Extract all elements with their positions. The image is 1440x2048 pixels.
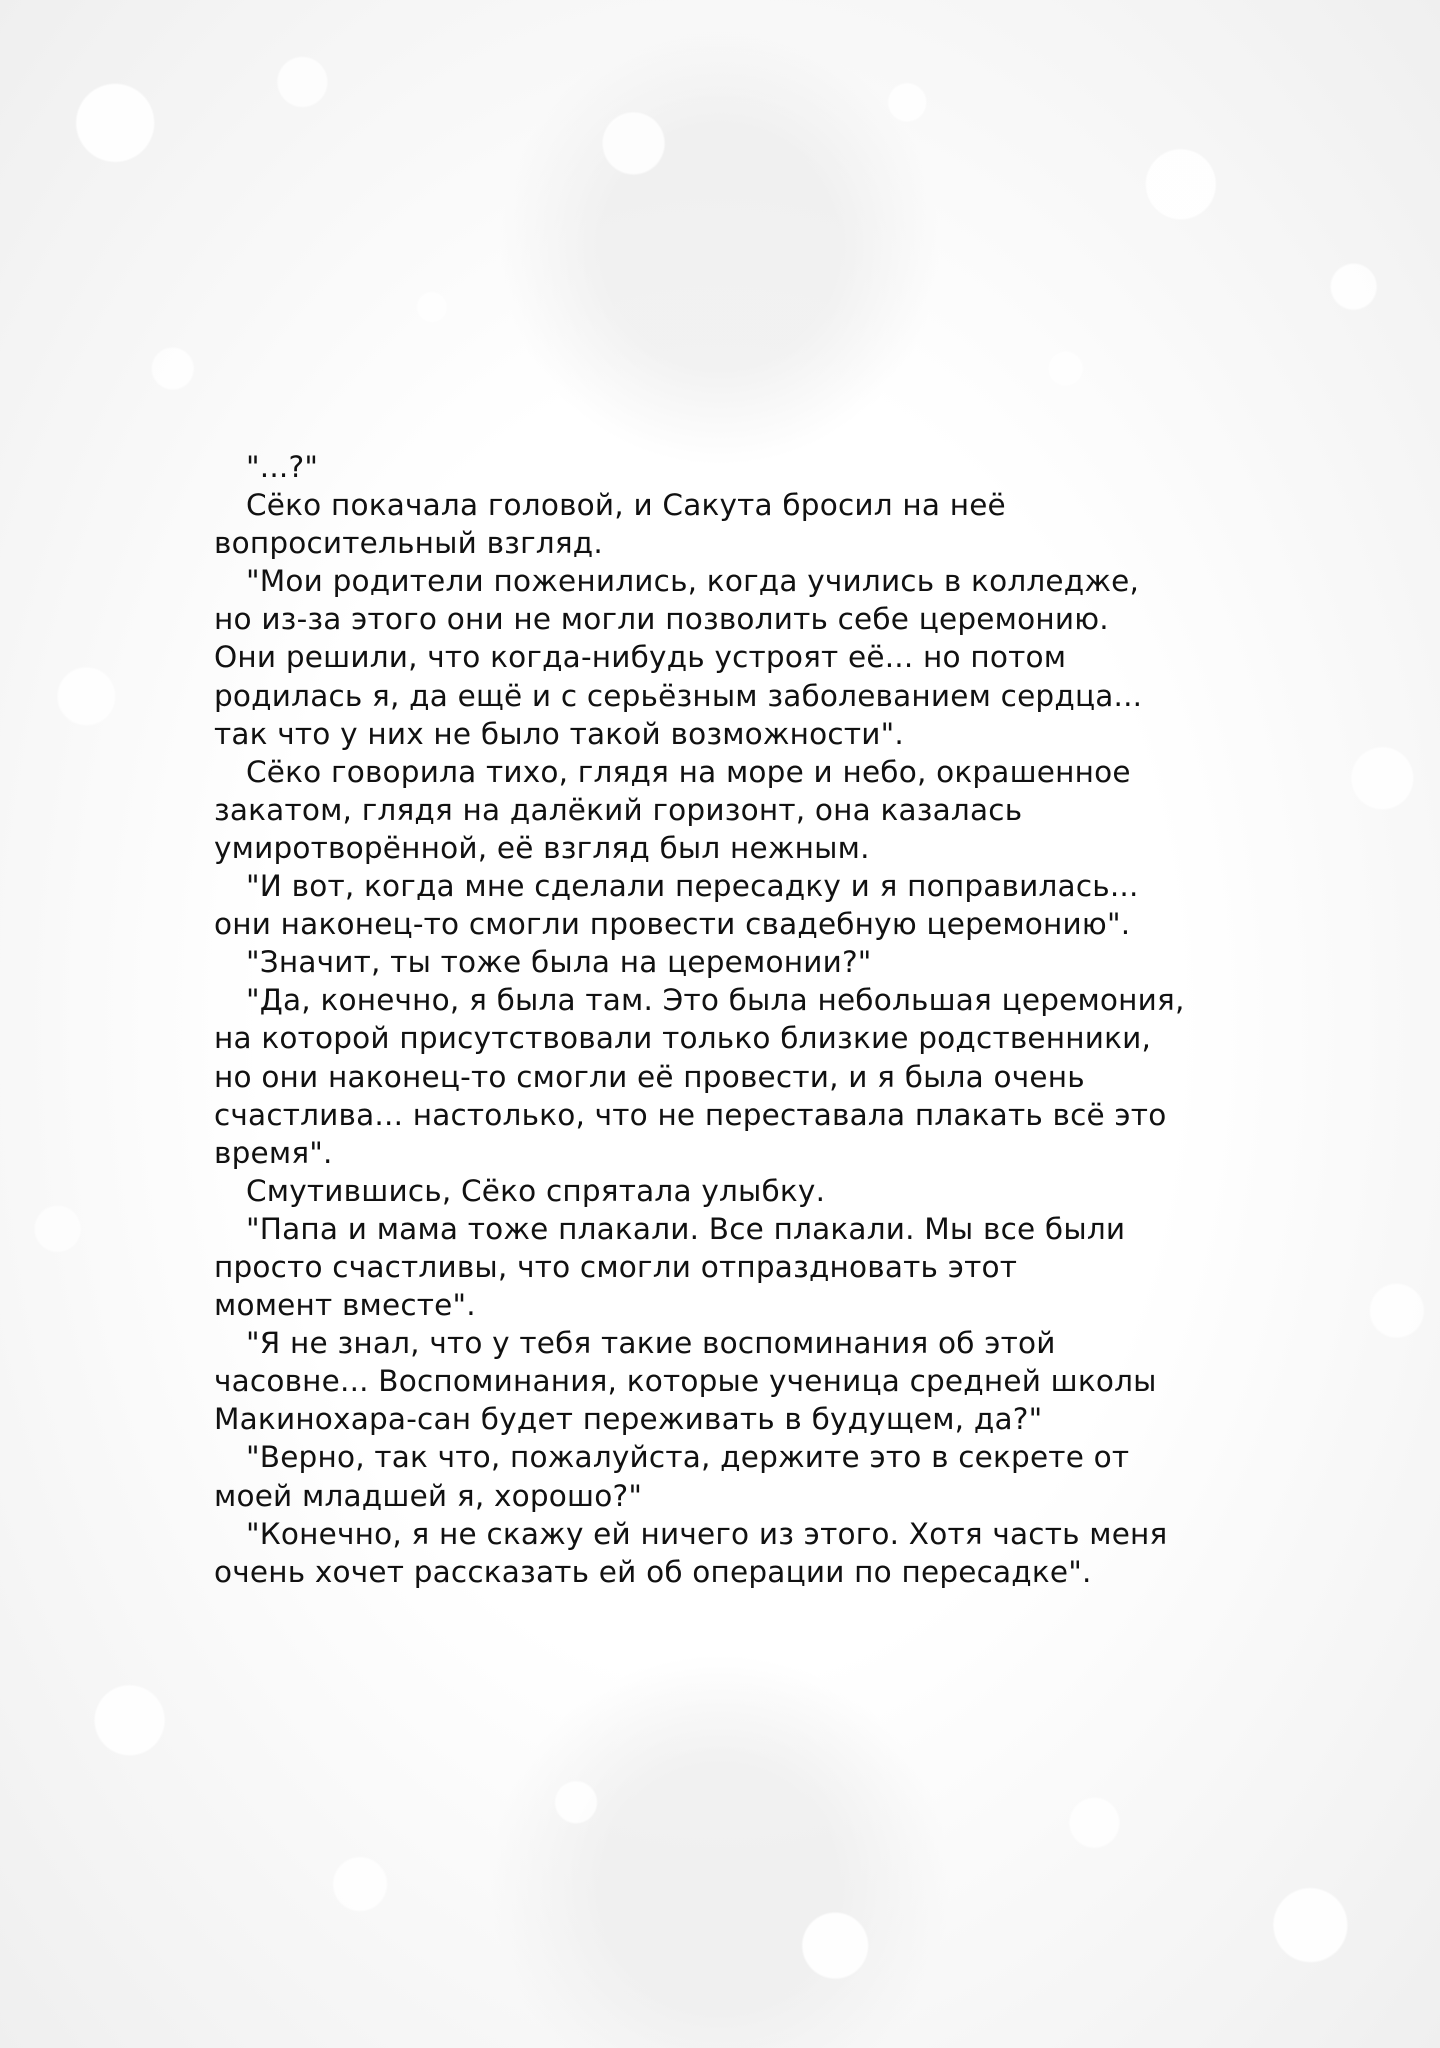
text-line: "Конечно, я не скажу ей ничего из этого. Хотя часть меня [246, 1516, 1168, 1551]
text-line: время". [214, 1135, 333, 1170]
text-line: моей младшей я, хорошо?" [214, 1478, 643, 1513]
text-line: умиротворённой, её взгляд был нежным. [214, 830, 870, 865]
text-line: Они решили, что когда-нибудь устроят её... но потом [214, 640, 1067, 675]
text-line: на которой присутствовали только близкие родственники, [214, 1021, 1152, 1056]
text-line: вопросительный взгляд. [214, 526, 603, 561]
text-line: так что у них не было такой возможности". [214, 716, 904, 751]
text-line: "Я не знал, что у тебя такие воспоминания об этой [246, 1326, 1056, 1361]
text-line: просто счастливы, что смогли отпраздновать этот [214, 1249, 1018, 1284]
text-line: очень хочет рассказать ей об операции по пересадке". [214, 1554, 1092, 1589]
text-line: родилась я, да ещё и с серьёзным заболеванием сердца... [214, 678, 1143, 713]
story-text [214, 448, 1254, 1591]
text-line: закатом, глядя на далёкий горизонт, она казалась [214, 792, 1023, 827]
text-line: но из-за этого они не могли позволить себе церемонию. [214, 602, 1109, 637]
text-line: "И вот, когда мне сделали пересадку и я поправилась... [246, 869, 1139, 904]
text-line: счастлива... настолько, что не переставала плакать всё это [214, 1097, 1167, 1132]
text-line: "Верно, так что, пожалуйста, держите это в секрете от [246, 1440, 1130, 1475]
text-line: "Мои родители поженились, когда учились в колледже, [246, 564, 1140, 599]
text-line: Смутившись, Сёко спрятала улыбку. [246, 1173, 826, 1208]
text-line: "Папа и мама тоже плакали. Все плакали. Мы все были [246, 1211, 1126, 1246]
text-line: Сёко покачала головой, и Сакута бросил на неё [246, 488, 1006, 523]
text-line: момент вместе". [214, 1288, 476, 1323]
text-line: но они наконец-то смогли её провести, и я была очень [214, 1059, 1085, 1094]
text-line: часовне... Воспоминания, которые ученица средней школы [214, 1364, 1157, 1399]
text-line: "Значит, ты тоже была на церемонии?" [246, 945, 872, 980]
text-line: Сёко говорила тихо, глядя на море и небо, окрашенное [246, 754, 1131, 789]
text-line: "...?" [246, 450, 319, 484]
text-line: Макинохара-сан будет переживать в будущем, да?" [214, 1402, 1043, 1437]
text-line: они наконец-то смогли провести свадебную церемонию". [214, 907, 1131, 942]
text-line: "Да, конечно, я была там. Это была небольшая церемония, [246, 983, 1185, 1018]
